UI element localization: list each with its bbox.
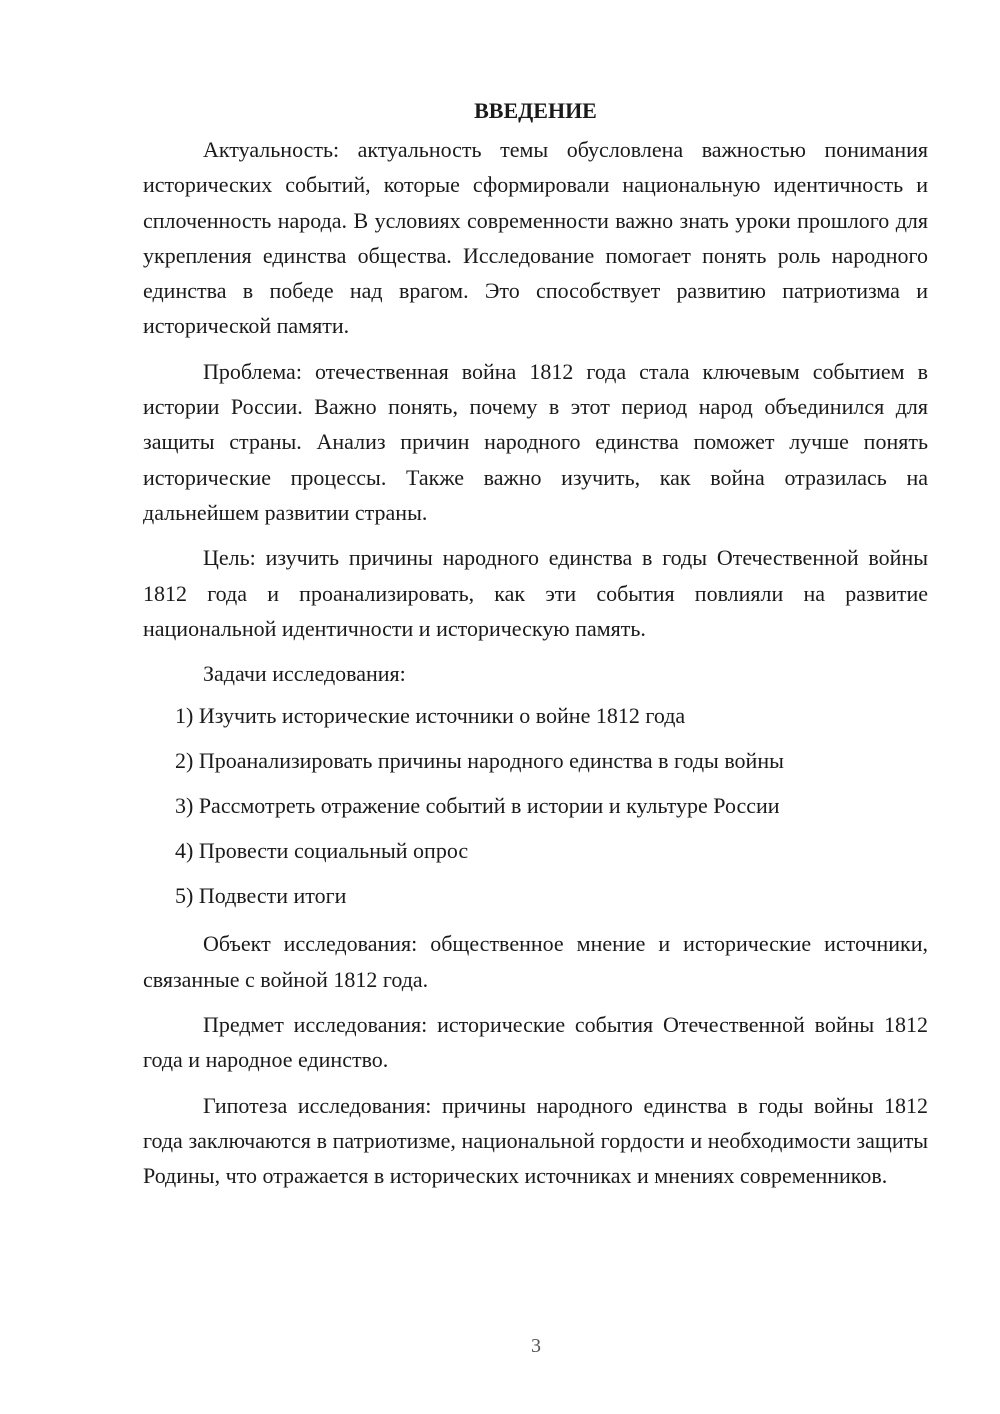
list-item: 4) Провести социальный опрос bbox=[175, 838, 469, 864]
paragraph-goal: Цель: изучить причины народного единства в годы Отечественной войны 1812 года и проанализировать, как эти события повлияли на развитие национальной идентичности и историческую память. bbox=[143, 545, 928, 641]
tasks-list bbox=[143, 701, 928, 911]
paragraph-object: Объект исследования: общественное мнение и исторические источники, связанные с войной 1812 года. bbox=[143, 931, 928, 992]
section-heading: ВВЕДЕНИЕ bbox=[474, 98, 597, 123]
document-page bbox=[143, 96, 928, 1204]
list-item: 5) Подвести итоги bbox=[175, 883, 347, 909]
paragraph-problem: Проблема: отечественная война 1812 года стала ключевым событием в истории России. Важно понять, почему в этот период народ объединился для защиты страны. Анализ причин народного единства поможет лучше понять исторические процессы. Также важно изучить, как война отразилась на дальнейшем развитии страны. bbox=[143, 358, 928, 525]
paragraph-subject: Предмет исследования: исторические события Отечественной войны 1812 года и народное единство. bbox=[143, 1012, 928, 1073]
paragraph-relevance: Актуальность: актуальность темы обусловлена важностью понимания исторических событий, которые сформировали национальную идентичность и сплоченность народа. В условиях современности важно знать уроки прошлого для укрепления единства общества. Исследование помогает понять роль народного единства в победе над врагом. Это способствует развитию патриотизма и исторической памяти. bbox=[143, 137, 928, 339]
paragraph-tasks-title: Задачи исследования: bbox=[203, 661, 406, 687]
list-item: 2) Проанализировать причины народного единства в годы войны bbox=[175, 748, 784, 774]
list-item: 3) Рассмотреть отражение событий в истории и культуре России bbox=[175, 793, 780, 819]
list-item: 1) Изучить исторические источники о войне 1812 года bbox=[175, 703, 686, 729]
page-number: 3 bbox=[531, 1335, 541, 1357]
paragraph-hypothesis: Гипотеза исследования: причины народного единства в годы войны 1812 года заключаются в патриотизме, национальной гордости и необходимости защиты Родины, что отражается в исторических источниках и мнениях современников. bbox=[143, 1092, 928, 1189]
